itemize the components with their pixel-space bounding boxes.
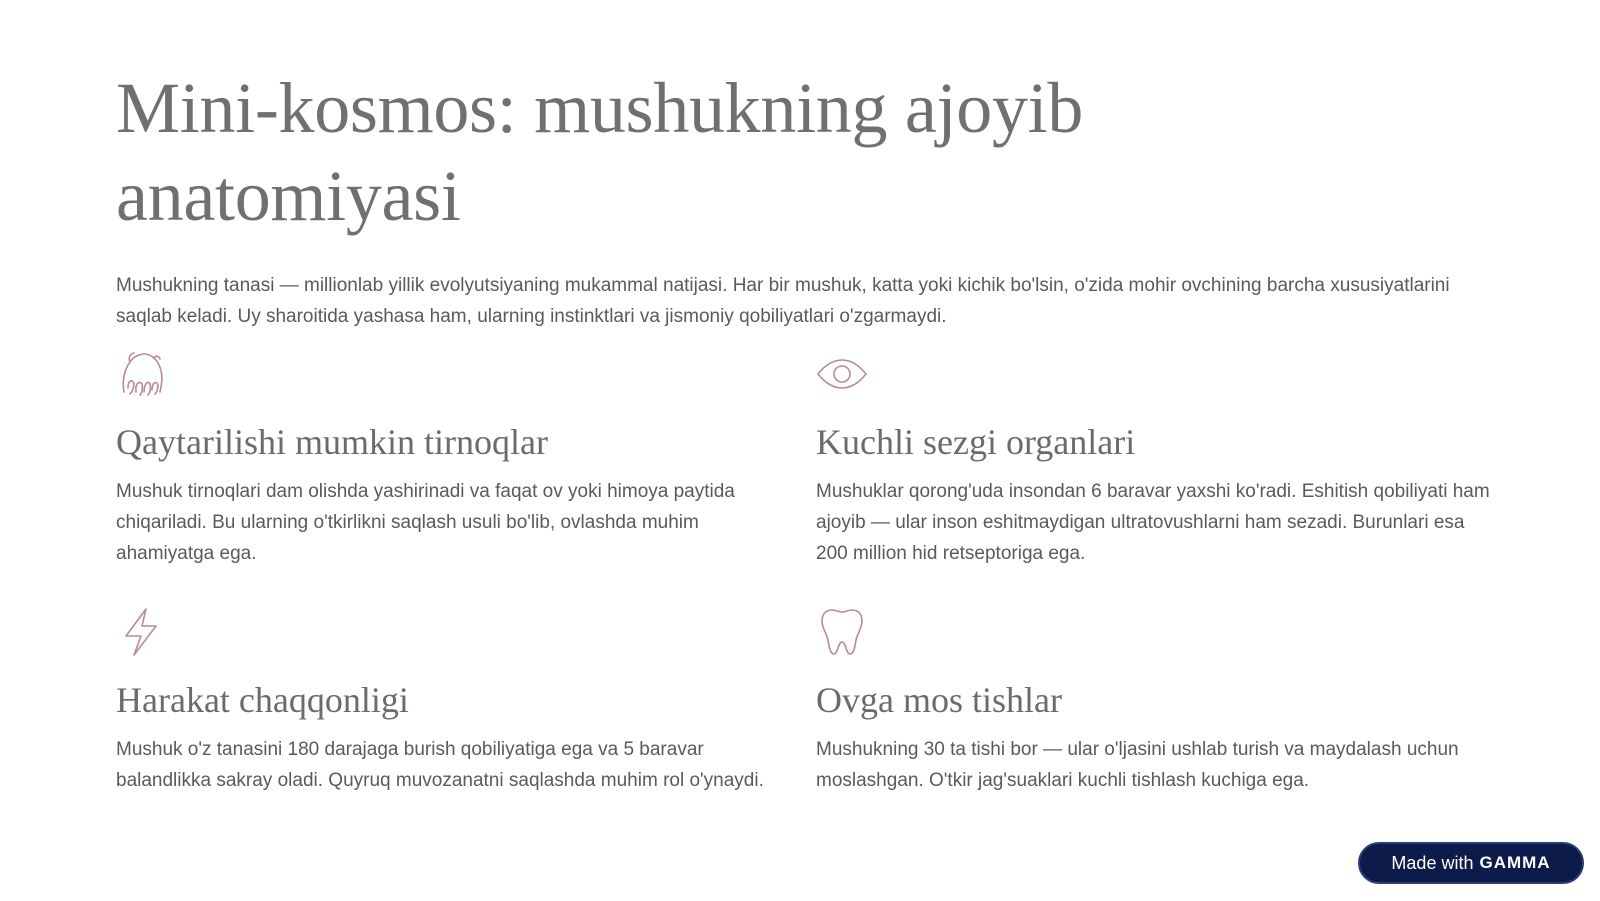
card-title: Harakat chaqqonligi bbox=[116, 680, 409, 720]
badge-prefix: Made with bbox=[1391, 852, 1474, 873]
gamma-logo: GAMMA bbox=[1479, 853, 1551, 872]
slide-content bbox=[116, 64, 1496, 848]
card-title: Kuchli sezgi organlari bbox=[816, 422, 1136, 462]
card-description: Mushuk o'z tanasini 180 darajaga burish qobiliyatiga ega va 5 baravar balandlikka sakray oladi. Quyruq muvozanatni saqlashda muhim rol o'ynaydi. bbox=[116, 739, 764, 791]
card-description: Mushuklar qorong'uda insondan 6 baravar yaxshi ko'radi. Eshitish qobiliyati ham ajoyib — ular inson eshitmaydigan ultratovushlarni ham sezadi. Burunlari esa 200 million hid retseptoriga ega. bbox=[816, 481, 1490, 564]
card-description: Mushuk tirnoqlari dam olishda yashirinadi va faqat ov yoki himoya paytida chiqariladi. Bu ularning o'tkirlikni saqlash usuli bo'lib, ovlashda muhim ahamiyatga ega. bbox=[116, 481, 735, 564]
feature-card-senses bbox=[816, 348, 1496, 569]
card-title: Qaytarilishi mumkin tirnoqlar bbox=[116, 422, 548, 462]
feature-card-teeth bbox=[816, 606, 1496, 796]
card-title: Ovga mos tishlar bbox=[816, 680, 1062, 720]
tooth-icon bbox=[816, 606, 868, 658]
feature-card-agility bbox=[116, 606, 796, 796]
made-with-gamma-button[interactable] bbox=[1358, 842, 1584, 884]
card-description: Mushukning 30 ta tishi bor — ular o'ljasini ushlab turish va maydalash uchun moslashgan. O'tkir jag'suaklari kuchli tishlash kuchiga ega. bbox=[816, 739, 1459, 791]
feature-card-claws bbox=[116, 348, 796, 569]
feature-grid bbox=[116, 348, 1496, 848]
intro-paragraph: Mushukning tanasi — millionlab yillik evolyutsiyaning mukammal natijasi. Har bir mushuk, katta yoki kichik bo'lsin, o'zida mohir ovchining barcha xususiyatlarini saqlab keladi. Uy sharoitida yashasa ham, ularning instinktlari va jismoniy qobiliyatlari o'zgarmaydi. bbox=[116, 275, 1450, 327]
lightning-icon bbox=[116, 606, 168, 658]
page-title: Mini-kosmos: mushukning ajoyib anatomiyasi bbox=[116, 68, 1084, 236]
eye-icon bbox=[816, 348, 868, 400]
paw-claws-icon bbox=[116, 348, 168, 400]
